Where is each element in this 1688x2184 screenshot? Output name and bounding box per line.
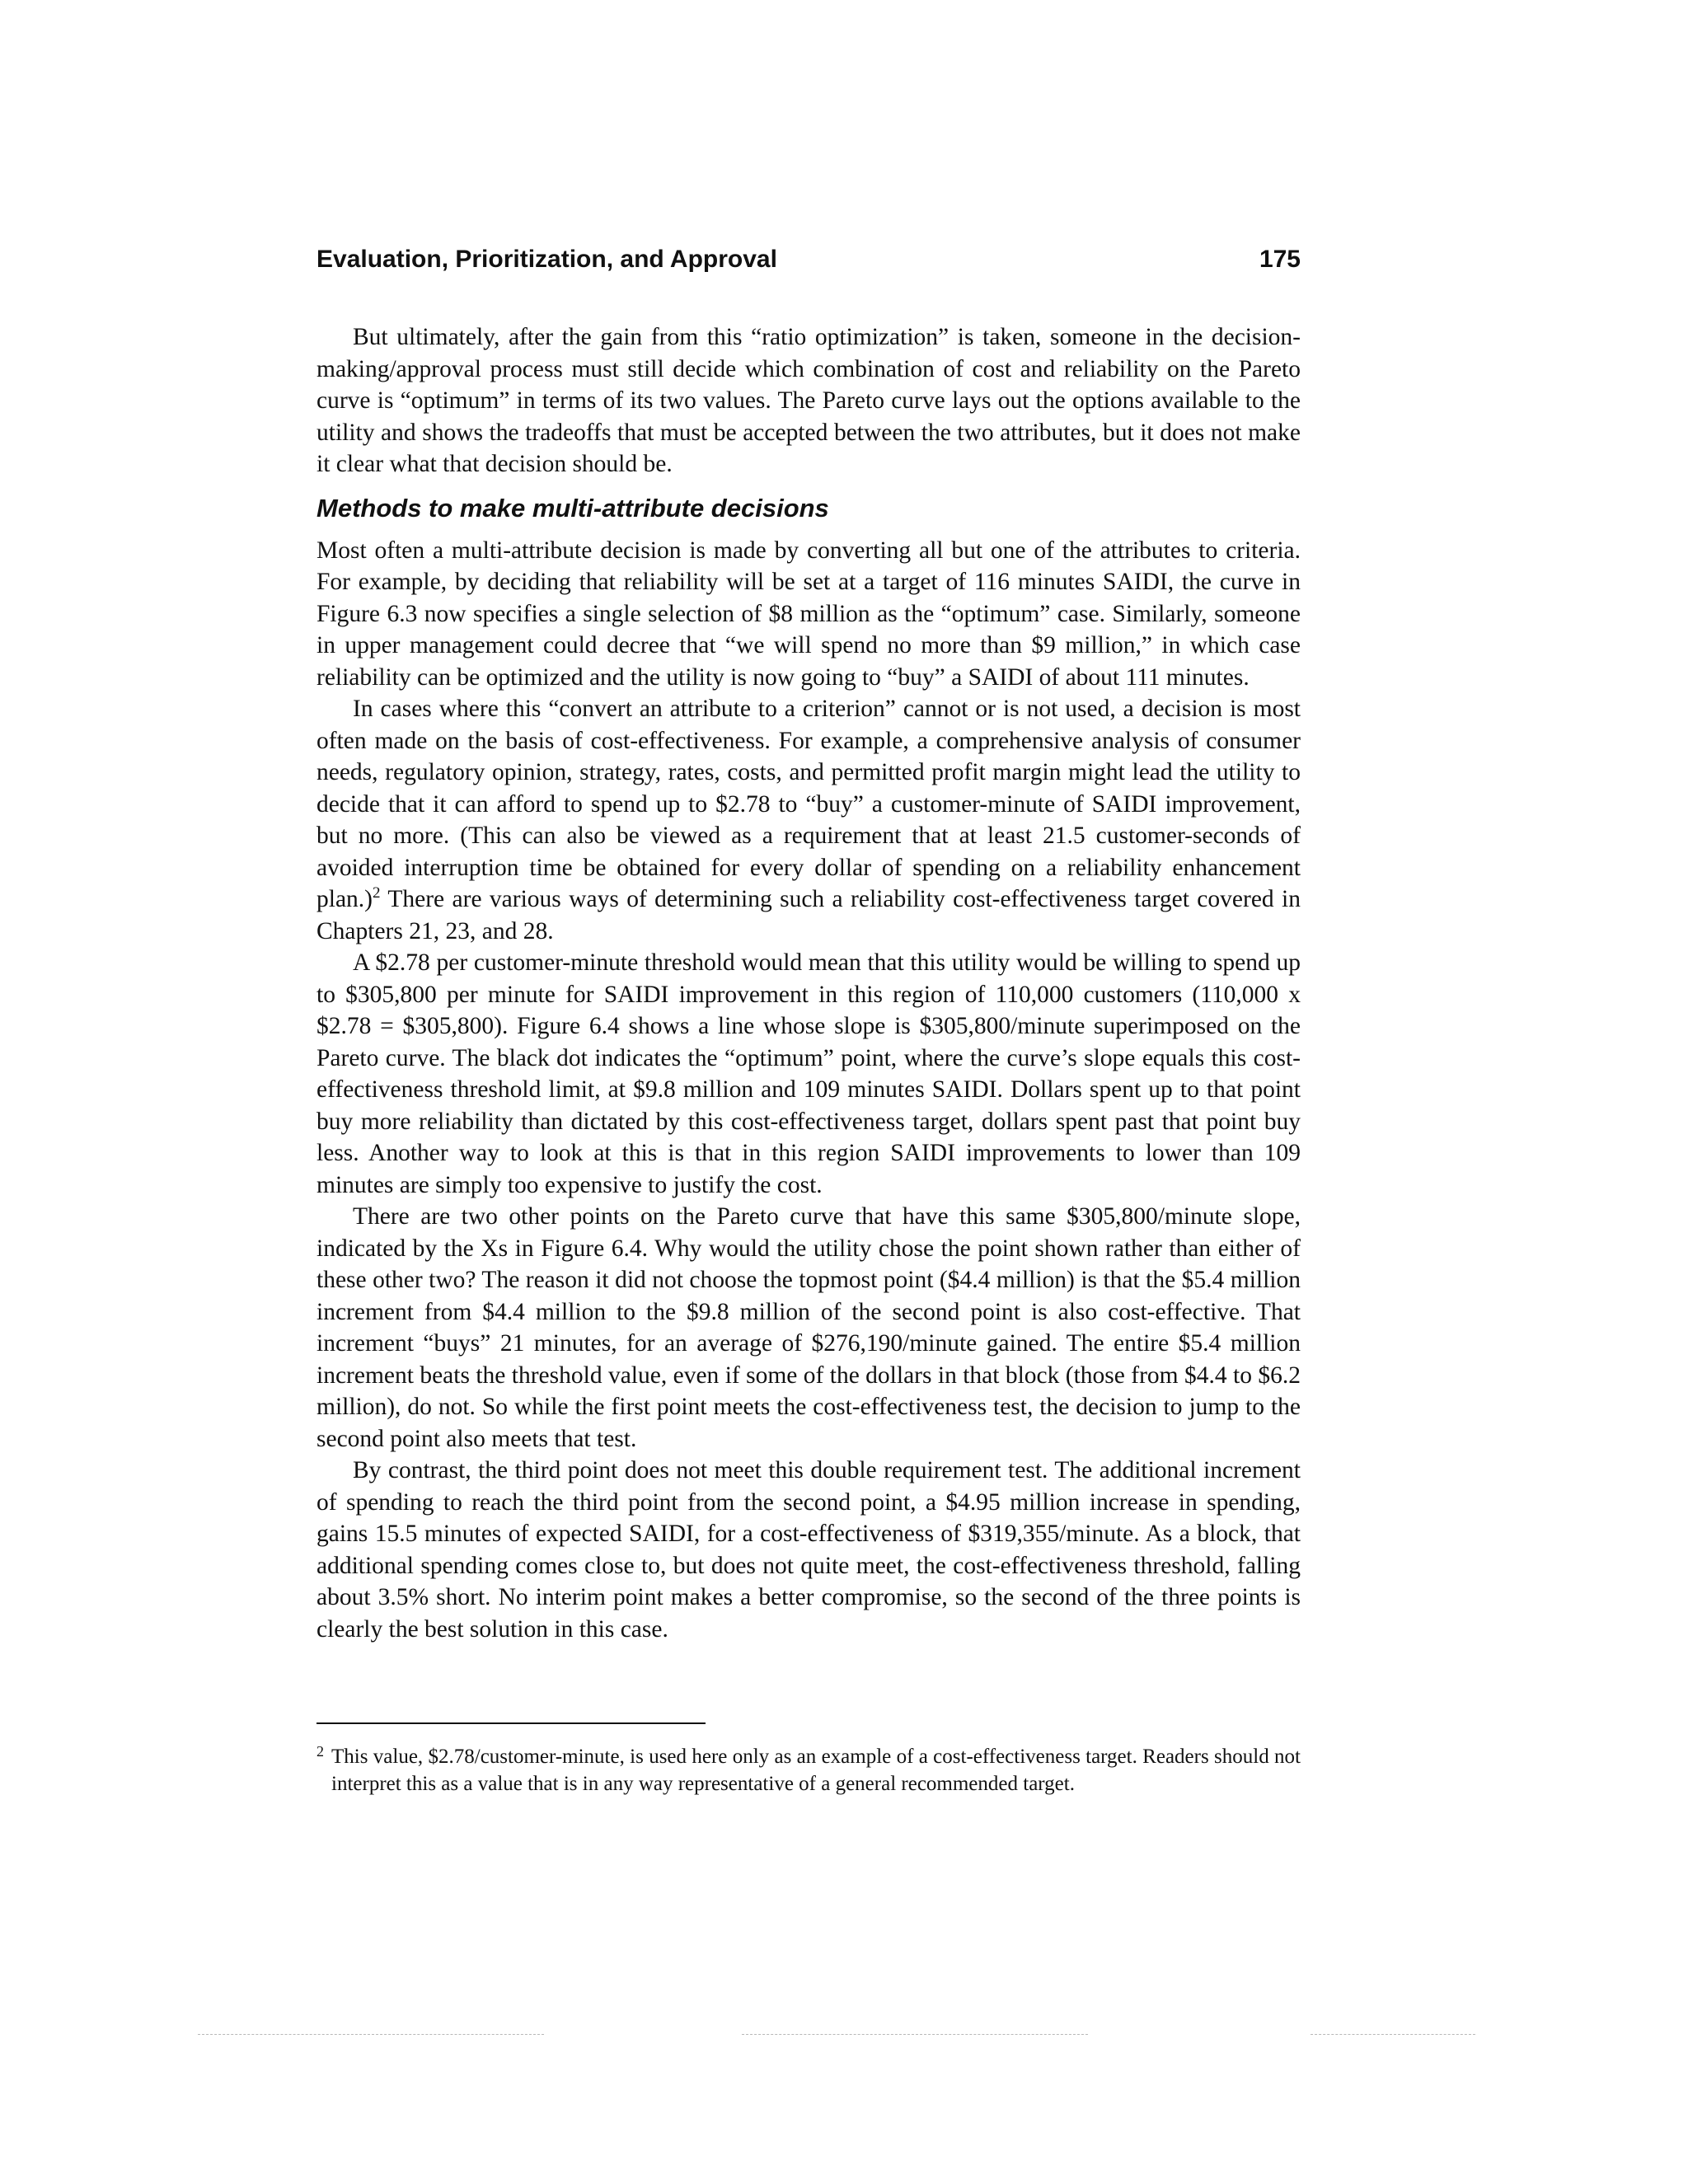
footnote-divider [316,1722,706,1724]
paragraph-2: Most often a multi-attribute decision is made by converting all but one of the attributes to criteria. For example, by deciding that reliability will be set at a target of 116 minutes SAIDI, the curve in Figure 6.3 now specifies a single selection of $8 million as the “optimum” case. Similarly, someone in upper management could decree that “we will spend no more than $9 million,” in which case reliability can be optimized and the utility is now going to “buy” a SAIDI of about 111 minutes. [316,537,1301,691]
running-header [316,246,1301,274]
footnote-text: This value, $2.78/customer-minute, is used here only as an example of a cost-effectiveness target. Readers should not interpret this as a value that is in any way representative of a general recommended target. [331,1746,1301,1795]
paragraph-3-text-a: In cases where this “convert an attribute to a criterion” cannot or is not used, a decision is most often made on the basis of cost-effectiveness. For example, a comprehensive analysis of consumer needs, regulatory opinion, strategy, rates, costs, and permitted profit margin might lead the utility to decide that it can afford to spend up to $2.78 to “buy” a customer-minute of SAIDI improvement, but no more. (This can also be viewed as a requirement that at least 21.5 customer-seconds of avoided interruption time be obtained for every dollar of spending on a reliability enhancement plan.) [316,696,1301,912]
paragraph-3-text-b: There are various ways of determining such a reliability cost-effectiveness target covered in Chapters 21, 23, and 28. [316,886,1301,944]
scan-artifact-line [1311,2034,1475,2035]
scan-artifact-line [742,2034,1088,2035]
paragraph-6: By contrast, the third point does not meet this double requirement test. The additional increment of spending to reach the third point from the second point, a $4.95 million increase in spending, gains 15.5 minutes of expected SAIDI, for a cost-effectiveness of $319,355/minute. As a block, that additional spending comes close to, but does not quite meet, the cost-effectiveness threshold, falling about 3.5% short. No interim point makes a better compromise, so the second of the three points is clearly the best solution in this case. [316,1457,1301,1643]
paragraph-3 [316,693,1301,947]
footnote [316,1743,1301,1797]
page-number: 175 [1259,246,1301,273]
body-text [316,321,1301,1645]
scan-artifact-line [198,2034,544,2035]
paragraph-1: But ultimately, after the gain from this “ratio optimization” is taken, someone in the decision-making/approval process must still decide which combination of cost and reliability on the Pareto curve is “optimum” in terms of its two values. The Pareto curve lays out the options available to the utility and shows the tradeoffs that must be accepted between the two attributes, but it does not make it clear what that decision should be. [316,324,1301,477]
paragraph-4: A $2.78 per customer-minute threshold would mean that this utility would be willing to spend up to $305,800 per minute for SAIDI improvement in this region of 110,000 customers (110,000 x $2.78 = $305,800). Figure 6.4 shows a line whose slope is $305,800/minute superimposed on the Pareto curve. The black dot indicates the “optimum” point, where the curve’s slope equals this cost-effectiveness threshold limit, at $9.8 million and 109 minutes SAIDI. Dollars spent up to that point buy more reliability than dictated by this cost-effectiveness target, dollars spent past that point buy less. Another way to look at this is that in this region SAIDI improvements to lower than 109 minutes are simply too expensive to justify the cost. [316,949,1301,1198]
section-heading: Methods to make multi-attribute decisions [316,493,829,523]
running-title: Evaluation, Prioritization, and Approval [316,246,777,273]
footnote-marker: 2 [316,1743,324,1760]
footnote-reference[interactable]: 2 [373,884,381,902]
paragraph-5: There are two other points on the Pareto curve that have this same $305,800/minute slope, indicated by the Xs in Figure 6.4. Why would the utility chose the point shown rather than either of these other two? The reason it did not choose the topmost point ($4.4 million) is that the $5.4 million increment from $4.4 million to the $9.8 million of the second point is also cost-effective. That increment “buys” 21 minutes, for an average of $276,190/minute gained. The entire $5.4 million increment beats the threshold value, even if some of the dollars in that block (those from $4.4 to $6.2 million), do not. So while the first point meets the cost-effectiveness test, the decision to jump to the second point also meets that test. [316,1203,1301,1452]
